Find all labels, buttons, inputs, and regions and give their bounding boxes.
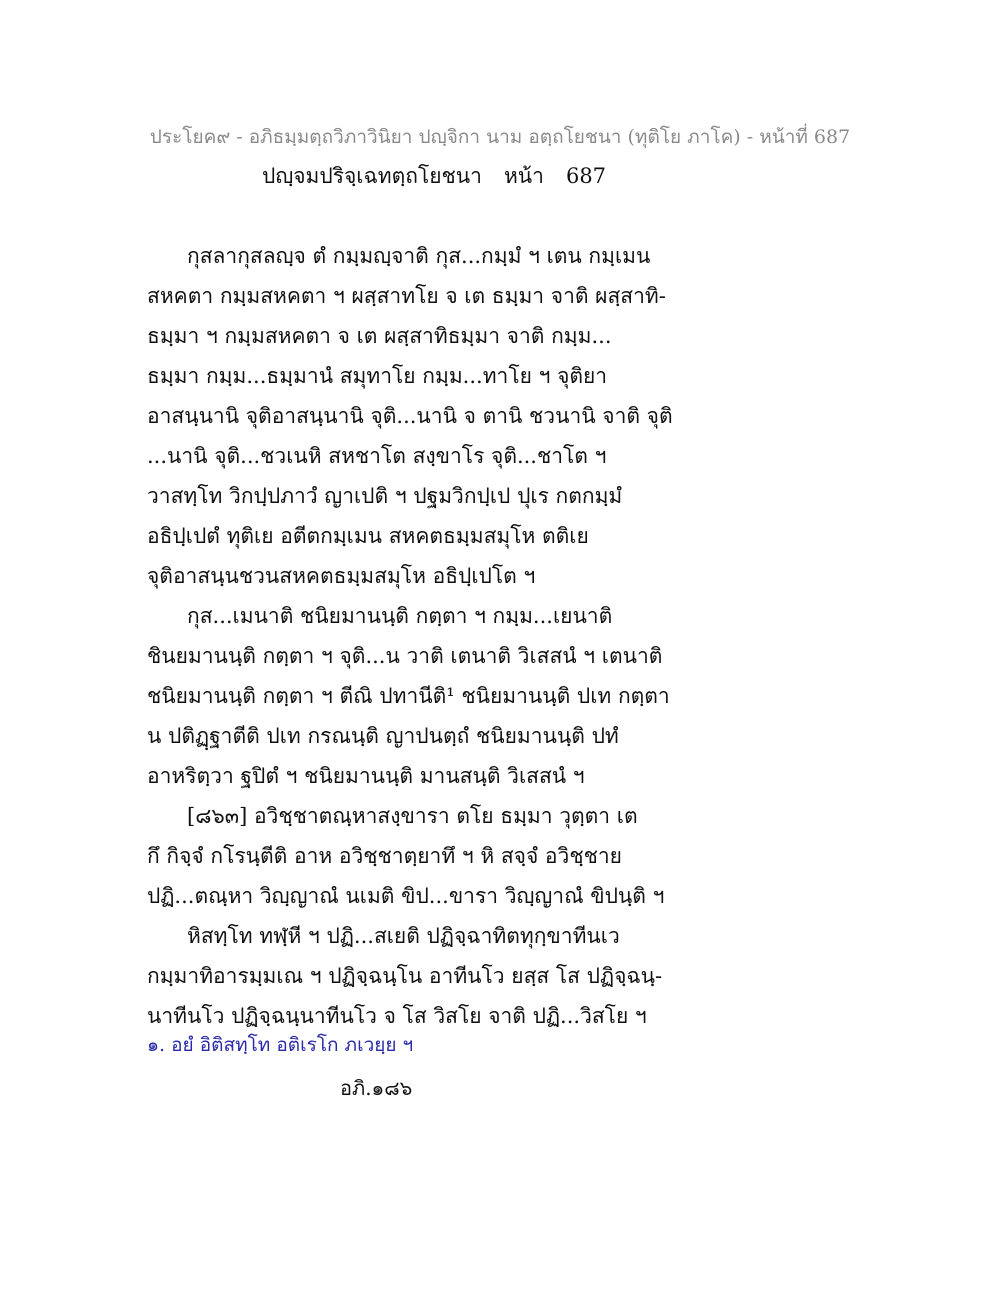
text-line: สหคตา กมฺมสหคตา ฯ ผสฺสาทโย จ เต ธมฺมา จาติ ผสฺสาทิ-: [147, 284, 666, 308]
text-line: กุส...เมนาติ ชนิยมานนฺติ กตฺตา ฯ กมฺม...เยนาติ: [187, 604, 613, 628]
page-title: [262, 160, 606, 193]
text-line: ...นานิ จุติ...ชวเนหิ สหชาโต สงฺขาโร จุติ...ชาโต ฯ: [147, 444, 607, 468]
text-line: ปฏิ...ตณฺหา วิญฺญาณํ นเมติ ขิป...ขารา วิญฺญาณํ ขิปนฺติ ฯ: [147, 884, 665, 908]
text-line: จุติอาสนฺนชวนสหคตธมฺมสมุโห อธิปฺเปโต ฯ: [147, 564, 536, 588]
footnote: ๑. อยํ อิติสทฺโท อติเรโก ภเวยฺย ฯ: [147, 1034, 414, 1056]
body-text: [147, 236, 673, 1036]
page-word: หน้า: [503, 164, 544, 188]
text-line: อธิปฺเปตํ ทุติเย อตีตกมฺเมน สหคตธมฺมสมุโห ตติเย: [147, 524, 589, 548]
text-line: หิสทฺโท ทฬฺหี ฯ ปฏิ...สเยติ ปฏิจฺฉาทิตทุกฺขาทีนเว: [187, 924, 620, 948]
text-line: [๘๖๓] อวิชฺชาตณฺหาสงฺขารา ตโย ธมฺมา วุตฺตา เต: [187, 804, 638, 828]
page-reference: อภิ.๑๘๖: [340, 1076, 413, 1100]
text-line: ธมฺมา กมฺม...ธมฺมานํ สมุทาโย กมฺม...ทาโย ฯ จุติยา: [147, 364, 608, 388]
text-line: กมฺมาทิอารมฺมเณ ฯ ปฏิจฺฉนฺโน อาทีนโว ยสฺส โส ปฏิจฺฉนฺ-: [147, 964, 663, 988]
running-header: ประโยค๙ - อภิธมฺมตฺถวิภาวินิยา ปญฺจิกา นาม อตฺถโยชนา (ทุติโย ภาโค) - หน้าที่ 687: [149, 126, 851, 148]
text-line: ชนิยมานนฺติ กตฺตา ฯ ตีณิ ปทานีติ¹ ชนิยมานนฺติ ปเท กตฺตา: [147, 684, 670, 708]
text-line: นาทีนโว ปฏิจฺฉนฺนาทีนโว จ โส วิสโย จาติ ปฏิ...วิสโย ฯ: [147, 1004, 647, 1028]
chapter-title: ปญฺจมปริจฺเฉทตฺถโยชนา: [262, 164, 482, 188]
text-line: ธมฺมา ฯ กมฺมสหคตา จ เต ผสฺสาทิธมฺมา จาติ กมฺม...: [147, 324, 612, 348]
text-line: กุสลากุสลญฺจ ตํ กมฺมญฺจาติ กุส...กมฺมํ ฯ เตน กมฺเมน: [187, 244, 651, 268]
text-line: ชินยมานนฺติ กตฺตา ฯ จุติ...น วาติ เตนาติ วิเสสนํ ฯ เตนาติ: [147, 644, 663, 668]
text-line: วาสทฺโท วิกปฺปภาวํ ญาเปติ ฯ ปฐมวิกปฺเป ปุเร กตกมฺมํ: [147, 484, 623, 508]
text-line: อาสนฺนานิ จุติอาสนฺนานิ จุติ...นานิ จ ตานิ ชวนานิ จาติ จุติ: [147, 404, 673, 428]
text-line: อาหริตฺวา ฐปิตํ ฯ ชนิยมานนฺติ มานสนฺติ วิเสสนํ ฯ: [147, 764, 585, 788]
text-line: กึ กิจฺจํ กโรนฺตีติ อาห อวิชฺชาตฺยาทึ ฯ หิ สจฺจํ อวิชฺชาย: [147, 844, 622, 868]
text-line: น ปติฏฺฐาตีติ ปเท กรณนฺติ ญาปนตฺถํ ชนิยมานนฺติ ปทํ: [147, 724, 619, 748]
page-number: 687: [565, 164, 607, 188]
